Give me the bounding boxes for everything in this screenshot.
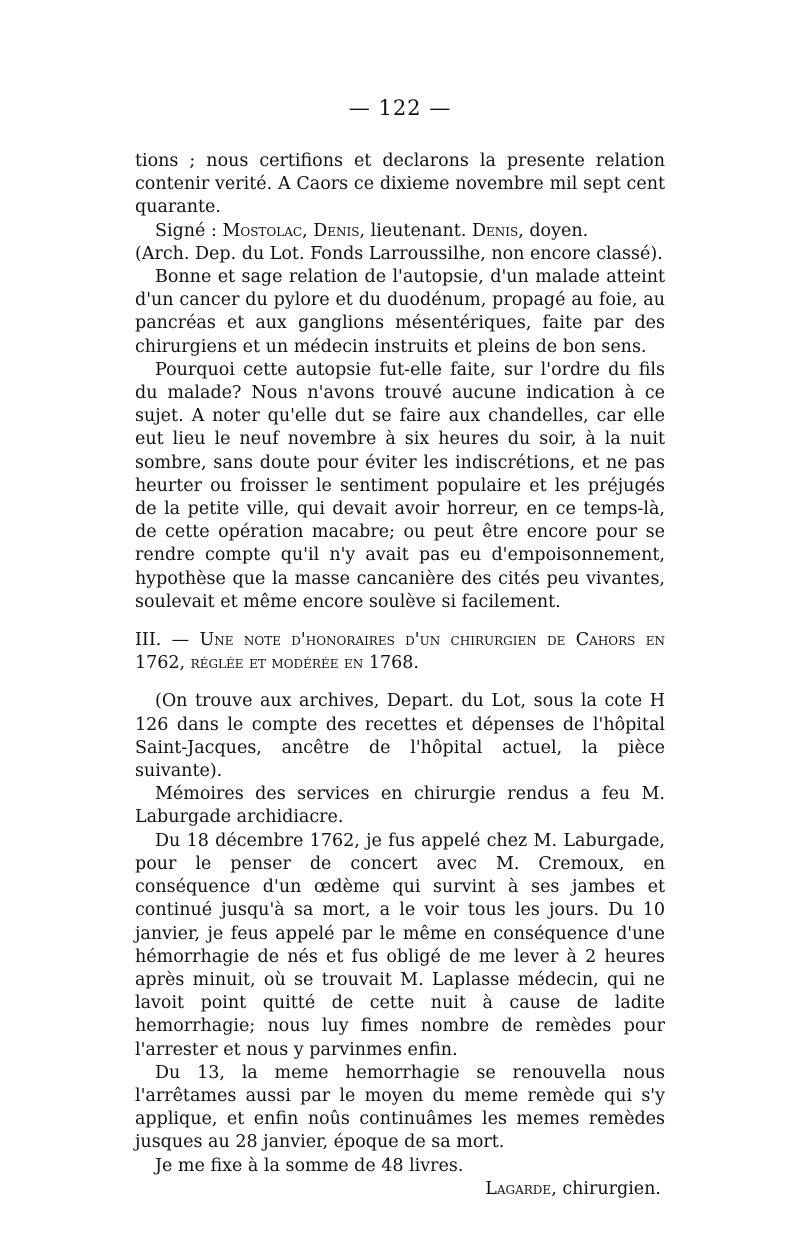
archive-reference: (Arch. Dep. du Lot. Fonds Larroussilhe, non encore classé). [135,243,663,264]
section-title: Une note d'honoraires d'un chirurgien de Cahors en 1762, réglée et modérée en 1768. [135,630,665,674]
section-spacer [135,614,665,629]
closing-signature [135,1178,665,1201]
commentary-paragraph: Bonne et sage relation de l'autopsie, d'un malade atteint d'un cancer du pylore et du duodénum, propagé au foie, au pancréas et aux ganglions mésentériques, faite par des chirurgiens et un médecin instruits et pleins de bon sens. [135,267,665,357]
paragraph-continuation: tions ; nous certifions et declarons la presente relation contenir verité. A Caors ce dixieme novembre mil sept cent quarante. [135,151,665,218]
section-paragraph: Je me fixe à la somme de 48 livres. [155,1155,464,1176]
body-text [135,150,665,1201]
signatory-title-lieutenant: , lieutenant. [359,220,472,241]
commentary-paragraph: Pourquoi cette autopsie fut-elle faite, sur l'ordre du fils du malade? Nous n'avons trouvé aucune indication à ce sujet. A noter qu'elle dut se faire aux chandelles, car elle eut lieu le neuf novembre à six heures du soir, à la nuit sombre, sans doute pour éviter les indiscrétions, et ne pas heurter ou froisser le sentiment populaire et les préjugés de la petite ville, qui devait avoir horreur, en ce temps-là, de cette opération macabre; ou peut être encore pour se rendre compte qu'il n'y avait pas eu d'empoisonnement, hypothèse que la masse cancanière des cités peu vivantes, soulevait et même encore soulève si facilement. [135,359,665,612]
page-number: — 122 — [348,96,452,120]
section-paragraph: Du 13, la meme hemorrhagie se renouvella nous l'arrêtames aussi par le moyen du meme remède qui s'y applique, et enfin noûs continuâmes les memes remèdes jusques au 28 janvier, époque de sa mort. [135,1062,665,1153]
signatory-title-doyen: , doyen. [518,220,589,241]
surgeon-name: Lagarde [485,1178,552,1199]
signatory-denis-doyen: Denis [471,220,519,241]
section-heading [135,629,665,675]
section-spacer [135,675,665,690]
signature-sep: , [302,220,314,241]
signatory-mostolac: Mostolac [222,220,303,241]
signature-line [135,220,665,243]
section-numeral: III. — [135,630,200,651]
surgeon-title: , chirurgien. [551,1178,661,1199]
section-paragraph: Mémoires des services en chirurgie rendus a feu M. Laburgade archidiacre. [135,784,665,828]
section-paragraph: Du 18 décembre 1762, je fus appelé chez M. Laburgade, pour le penser de concert avec M. Cremoux, en conséquence d'un œdème qui survint à ses jambes et continué jusqu'à sa mort, a le voir tous les jours. Du 10 janvier, je feus appelé par le même en conséquence d'une hémorrhagie de nés et fus obligé de me lever à 2 heures après minuit, où se trouvait M. Laplasse médecin, qui ne lavoit point quitté de cette nuit à cause de ladite hemorrhagie; nous luy fimes nombre de remèdes pour l'arrester et nous y parvinmes enfin. [135,830,665,1060]
section-paragraph: (On trouve aux archives, Depart. du Lot, sous la cote H 126 dans le compte des recettes et dépenses de l'hôpital Saint-Jacques, ancêtre de l'hôpital actuel, la pièce suivante). [135,691,665,782]
signature-prefix: Signé : [155,220,223,241]
signatory-denis-lieutenant: Denis [313,220,360,241]
